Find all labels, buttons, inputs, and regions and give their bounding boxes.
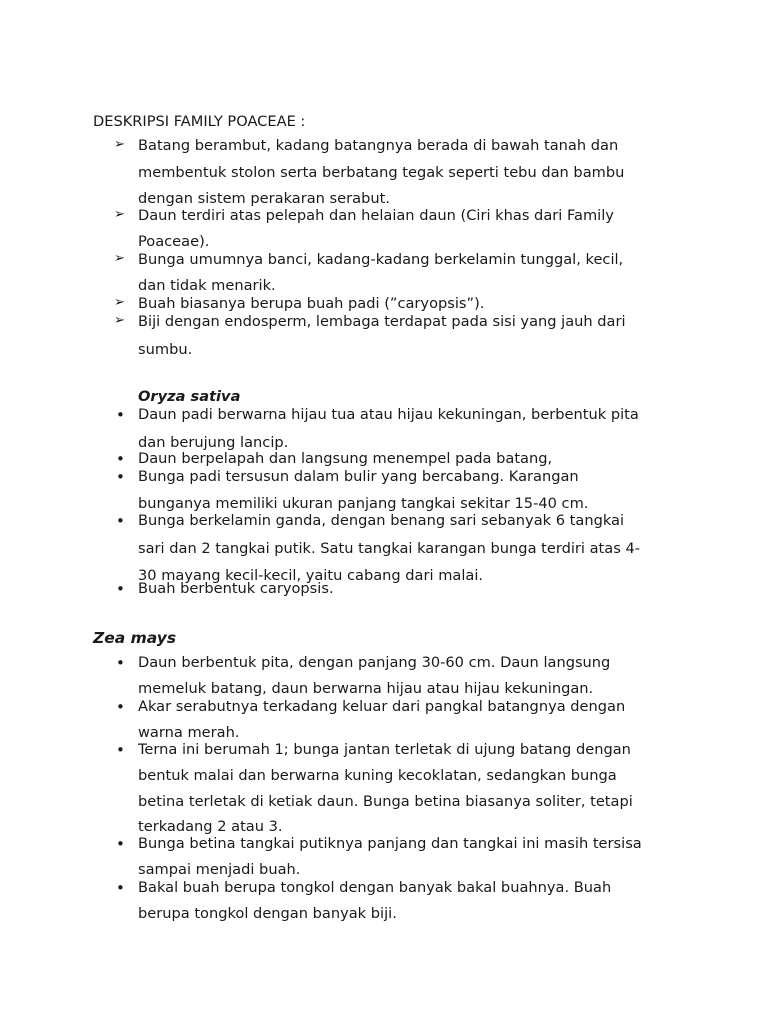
dot-bullet-icon: •	[116, 654, 125, 672]
dot-bullet-icon: •	[116, 450, 125, 468]
list-item-text-line: sari dan 2 tangkai putik. Satu tangkai karangan bunga terdiri atas 4-	[138, 540, 641, 557]
list-item-text-line: terkadang 2 atau 3.	[138, 818, 283, 835]
dot-bullet-icon: •	[116, 468, 125, 486]
section-title-oryza: Oryza sativa	[138, 388, 241, 405]
list-item-text-line: Bakal buah berupa tongkol dengan banyak bakal buahnya. Buah	[138, 879, 612, 896]
list-item-text-line: bentuk malai dan berwarna kuning kecoklatan, sedangkan bunga	[138, 767, 617, 784]
section-title-zea: Zea mays	[93, 629, 177, 647]
list-item-text-line: dan tidak menarik.	[138, 277, 276, 294]
dot-bullet-icon: •	[116, 741, 125, 759]
list-item-text-line: Bunga padi tersusun dalam bulir yang bercabang. Karangan	[138, 468, 579, 485]
list-item-text-line: bunganya memiliki ukuran panjang tangkai sekitar 15-40 cm.	[138, 495, 589, 512]
arrow-bullet-icon: ➢	[114, 137, 125, 152]
list-item-text-line: Akar serabutnya terkadang keluar dari pangkal batangnya dengan	[138, 698, 626, 715]
list-item-text-line: memeluk batang, daun berwarna hijau atau hijau kekuningan.	[138, 680, 594, 697]
dot-bullet-icon: •	[116, 835, 125, 853]
arrow-bullet-icon: ➢	[114, 251, 125, 266]
list-item-text-line: sampai menjadi buah.	[138, 861, 301, 878]
list-item-text-line: dan berujung lancip.	[138, 434, 289, 451]
list-item-text-line: membentuk stolon serta berbatang tegak seperti tebu dan bambu	[138, 164, 625, 181]
list-item-text-line: sumbu.	[138, 341, 193, 358]
dot-bullet-icon: •	[116, 580, 125, 598]
list-item-text-line: Daun terdiri atas pelepah dan helaian daun (Ciri khas dari Family	[138, 207, 614, 224]
list-item-text-line: Terna ini berumah 1; bunga jantan terletak di ujung batang dengan	[138, 741, 631, 758]
list-item-text-line: Bunga betina tangkai putiknya panjang dan tangkai ini masih tersisa	[138, 835, 642, 852]
list-item-text-line: betina terletak di ketiak daun. Bunga betina biasanya soliter, tetapi	[138, 793, 633, 810]
dot-bullet-icon: •	[116, 406, 125, 424]
list-item-text-line: 30 mayang kecil-kecil, yaitu cabang dari malai.	[138, 567, 484, 584]
arrow-bullet-icon: ➢	[114, 313, 125, 328]
dot-bullet-icon: •	[116, 879, 125, 897]
list-item-text-line: Bunga berkelamin ganda, dengan benang sari sebanyak 6 tangkai	[138, 512, 625, 529]
list-item-text-line: Daun berpelapah dan langsung menempel pada batang,	[138, 450, 553, 467]
list-item-text-line: Poaceae).	[138, 233, 210, 250]
arrow-bullet-icon: ➢	[114, 295, 125, 310]
list-item-text-line: Buah biasanya berupa buah padi (”caryopsis”).	[138, 295, 485, 312]
arrow-bullet-icon: ➢	[114, 207, 125, 222]
dot-bullet-icon: •	[116, 512, 125, 530]
list-item-text-line: Biji dengan endosperm, lembaga terdapat pada sisi yang jauh dari	[138, 313, 626, 330]
list-item-text-line: Daun padi berwarna hijau tua atau hijau kekuningan, berbentuk pita	[138, 406, 639, 423]
page-heading: DESKRIPSI FAMILY POACEAE :	[93, 113, 306, 130]
list-item-text-line: Bunga umumnya banci, kadang-kadang berkelamin tunggal, kecil,	[138, 251, 624, 268]
list-item-text-line: berupa tongkol dengan banyak biji.	[138, 905, 397, 922]
list-item-text-line: warna merah.	[138, 724, 240, 741]
list-item-text-line: Daun berbentuk pita, dengan panjang 30-60 cm. Daun langsung	[138, 654, 611, 671]
list-item-text-line: Batang berambut, kadang batangnya berada di bawah tanah dan	[138, 137, 619, 154]
dot-bullet-icon: •	[116, 698, 125, 716]
list-item-text-line: dengan sistem perakaran serabut.	[138, 190, 390, 207]
list-item-text-line: Buah berbentuk caryopsis.	[138, 580, 334, 597]
